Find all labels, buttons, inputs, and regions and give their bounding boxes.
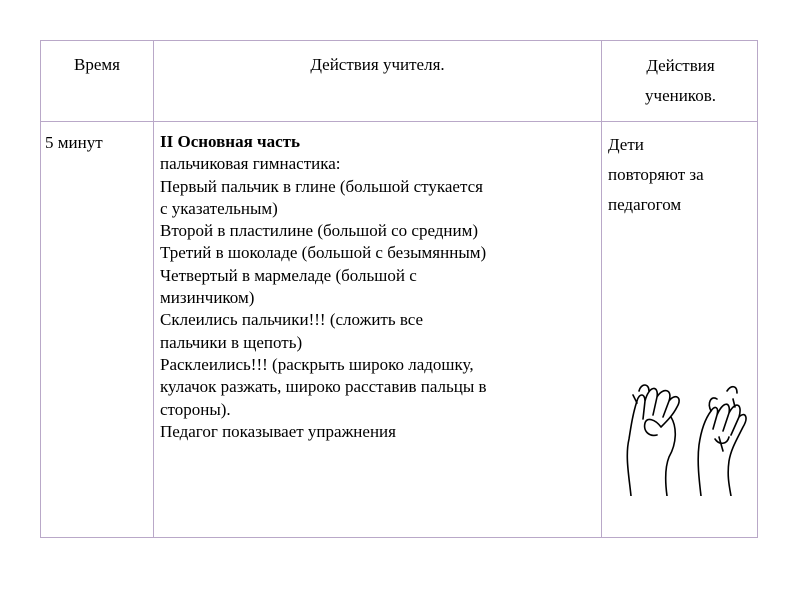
teacher-line: мизинчиком) (160, 288, 255, 308)
left-hand-outline (627, 388, 679, 496)
teacher-line: пальчики в щепоть) (160, 332, 303, 352)
row-teacher-actions (160, 131, 600, 443)
column-divider-2 (601, 41, 602, 537)
teacher-line: стороны). (160, 399, 231, 419)
teacher-line: Педагог показывает упражнения (160, 421, 396, 441)
teacher-line: Четвертый в мармеладе (большой с (160, 265, 417, 285)
header-student-actions-line2: учеников. (645, 86, 716, 105)
hands-illustration (619, 371, 749, 496)
teacher-line: кулачок разжать, широко расставив пальцы в (160, 377, 487, 397)
student-line: Дети (608, 135, 644, 154)
column-divider-1 (153, 41, 154, 537)
header-time: Время (74, 55, 120, 74)
teacher-line: пальчиковая гимнастика: (160, 154, 341, 174)
header-student-actions-line1: Действия (646, 56, 715, 75)
teacher-line: Второй в пластилине (большой со средним) (160, 221, 479, 241)
lesson-table (40, 40, 758, 538)
teacher-line: Третий в шоколаде (большой с безымянным) (160, 243, 487, 263)
student-line: повторяют за (608, 165, 704, 184)
teacher-line: Склеились пальчики!!! (сложить все (160, 310, 424, 330)
header-divider (41, 121, 757, 122)
header-teacher-actions: Действия учителя. (310, 55, 445, 74)
row-student-actions (608, 130, 756, 220)
row-time: 5 минут (45, 133, 103, 152)
section-title: II Основная часть (160, 132, 301, 151)
student-line: педагогом (608, 195, 682, 214)
header-student-actions (602, 51, 759, 111)
teacher-line: Первый пальчик в глине (большой стукается (160, 176, 483, 196)
teacher-line: с указательным) (160, 198, 278, 218)
teacher-line: Расклеились!!! (раскрыть широко ладошку, (160, 354, 474, 374)
